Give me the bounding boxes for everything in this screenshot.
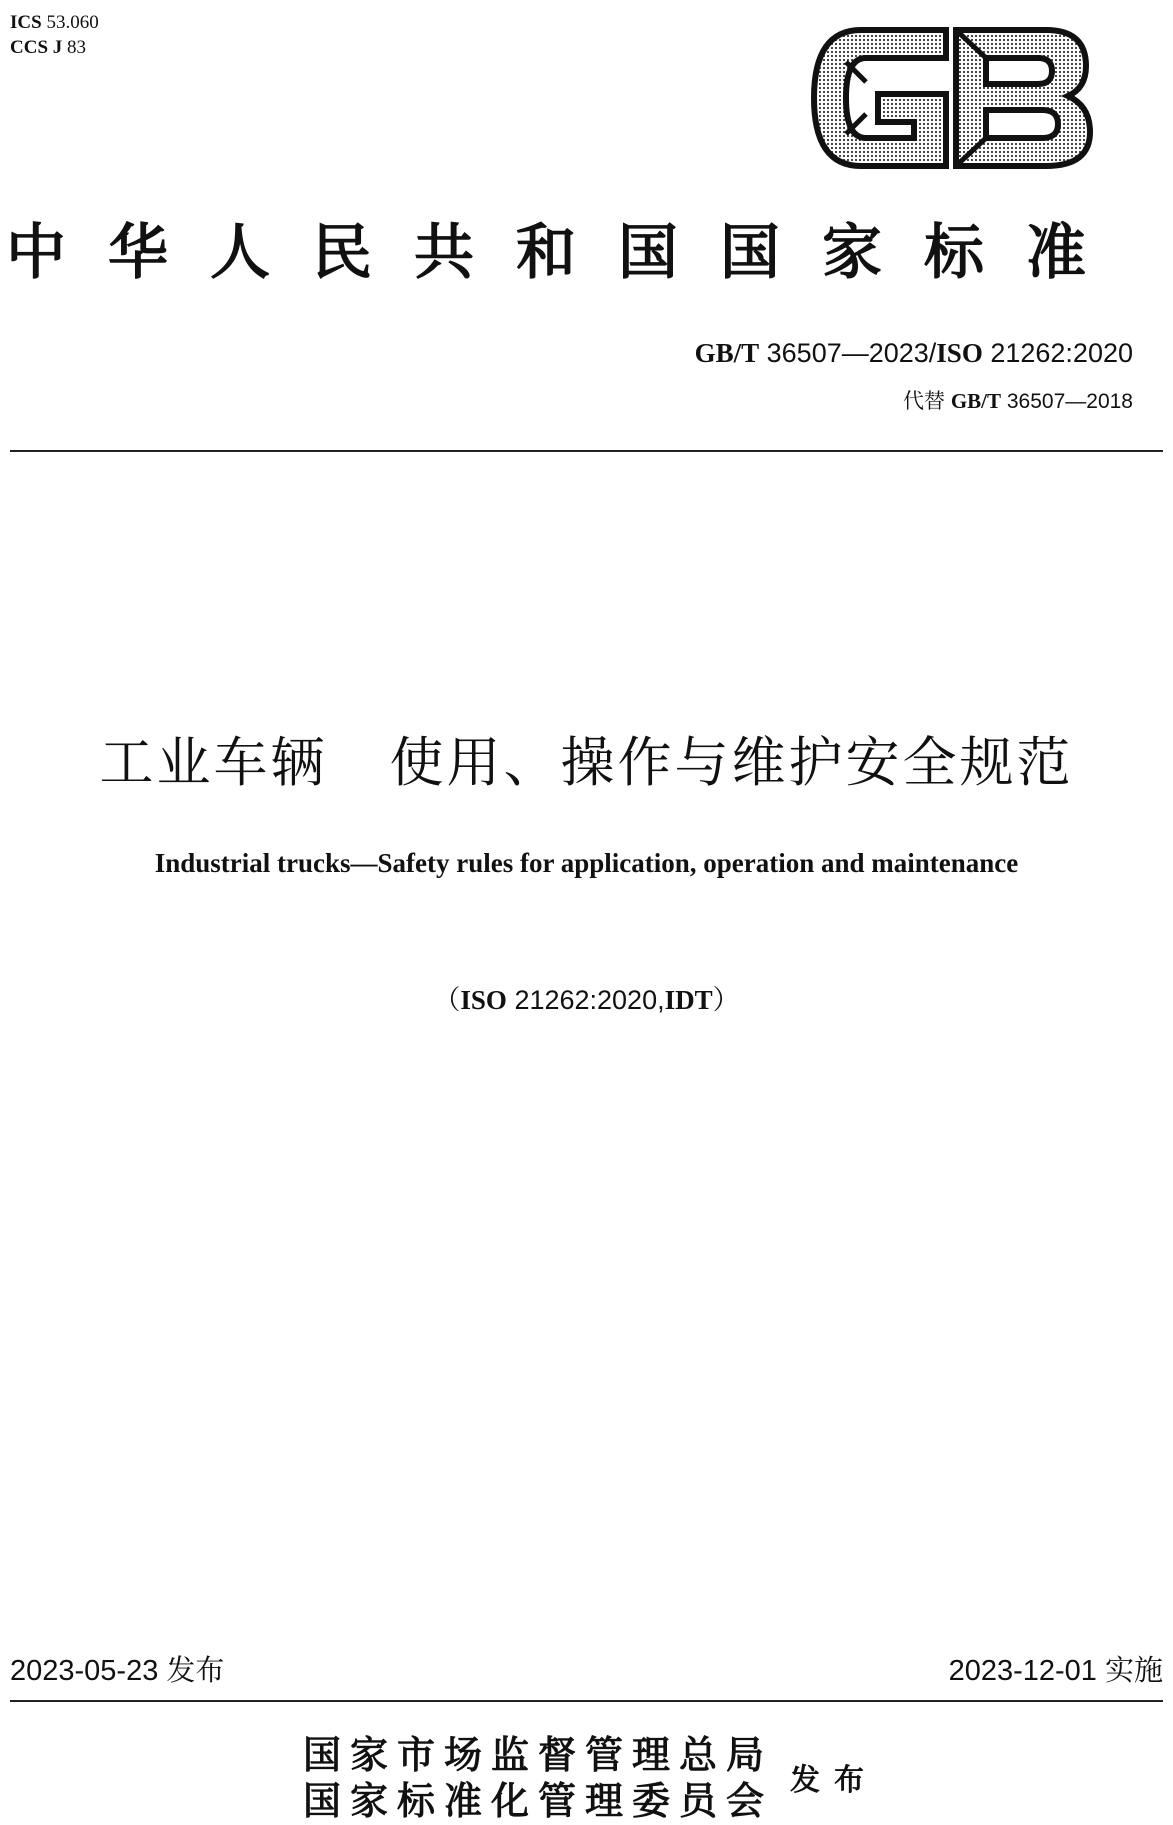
issuer-samr: 国家市场监督管理总局 (303, 1732, 774, 1777)
replaces-standard: 代替 GB/T 36507—2018 (903, 389, 1133, 413)
bottom-divider (10, 1700, 1163, 1702)
implementation-date: 2023-12-01 实施 (948, 1653, 1163, 1687)
top-divider (10, 450, 1163, 452)
national-standard-title: 中华人民共和国国家标准 (6, 218, 1128, 288)
standard-number: GB/T 36507—2023/ISO 21262:2020 (694, 338, 1133, 368)
issued-label: 发布 (790, 1763, 878, 1798)
ccs-code: CCS J 83 (10, 37, 87, 58)
classification-codes (10, 10, 99, 60)
publish-date: 2023-05-23 发布 (10, 1653, 225, 1687)
issuer-sac: 国家标准化管理委员会 (303, 1778, 774, 1823)
gb-logo (806, 22, 1096, 174)
english-title: Industrial trucks—Safety rules for application, operation and maintenance (154, 848, 1019, 878)
iso-reference: （ISO 21262:2020,IDT） (433, 985, 740, 1015)
chinese-title: 工业车辆 使用、操作与维护安全规范 (99, 731, 1074, 794)
ics-code: ICS 53.060 (10, 12, 99, 33)
